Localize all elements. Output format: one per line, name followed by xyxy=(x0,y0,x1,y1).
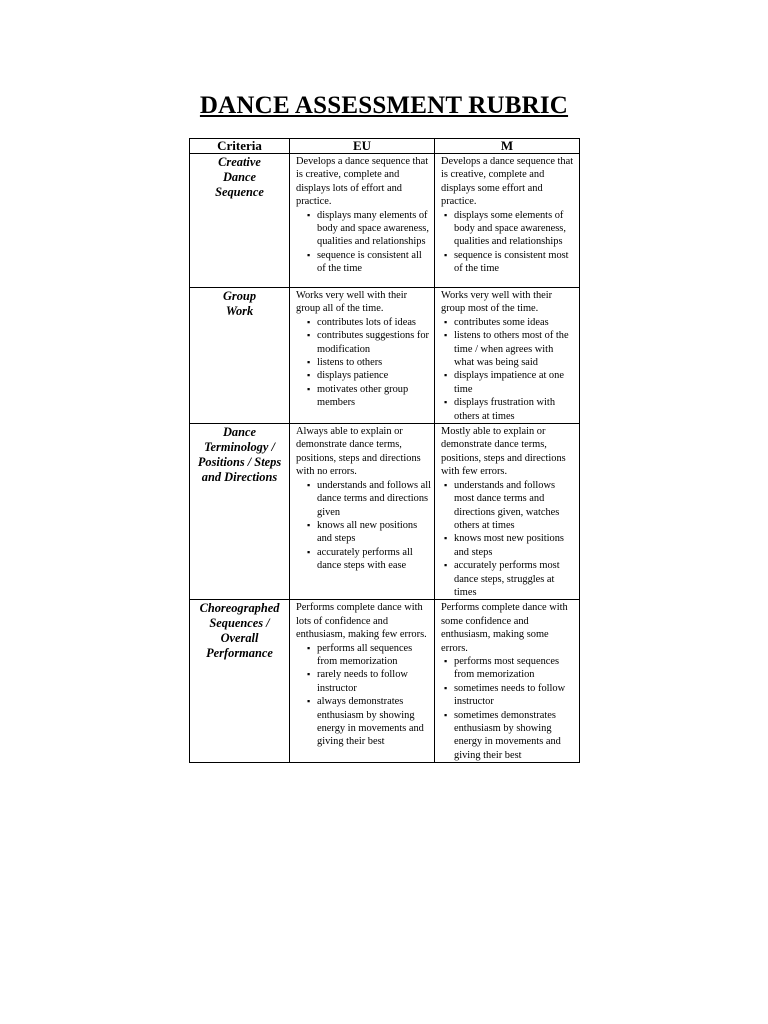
list-item: ▪ displays some elements of body and space awareness, qualities and relationships xyxy=(454,209,576,249)
criteria-cell: Creative Dance Sequence xyxy=(190,154,290,288)
descriptor-list xyxy=(296,479,431,573)
eu-cell xyxy=(290,154,435,288)
list-item: ▪ motivates other group members xyxy=(317,383,431,410)
descriptor-text: Works very well with their group most of the time. xyxy=(441,290,553,315)
list-item: ▪ listens to others most of the time / when agrees with what was being said xyxy=(454,329,576,369)
list-item: ▪ understands and follows all dance terms and directions given xyxy=(317,479,431,519)
m-cell xyxy=(435,600,580,763)
list-item: ▪ performs most sequences from memorization xyxy=(454,655,576,682)
criteria-cell: Choreographed Sequences / Overall Performance xyxy=(190,600,290,763)
criteria-cell: Dance Terminology / Positions / Steps and Directions xyxy=(190,424,290,600)
list-item: ▪ listens to others xyxy=(317,356,431,369)
page-title: DANCE ASSESSMENT RUBRIC xyxy=(199,92,569,119)
list-item: ▪ displays frustration with others at times xyxy=(454,396,576,423)
m-cell xyxy=(435,288,580,424)
list-item: ▪ contributes lots of ideas xyxy=(317,316,431,329)
list-item: ▪ rarely needs to follow instructor xyxy=(317,668,431,695)
list-item: ▪ displays patience xyxy=(317,369,431,382)
table-row xyxy=(190,288,580,424)
descriptor-text: Performs complete dance with lots of confidence and enthusiasm, making few errors. xyxy=(296,602,427,641)
list-item: ▪ always demonstrates enthusiasm by showing energy in movements and giving their best xyxy=(317,695,431,749)
table-row xyxy=(190,600,580,763)
list-item: ▪ understands and follows most dance terms and directions given, watches others at times xyxy=(454,479,576,533)
descriptor-list xyxy=(296,316,431,410)
rubric-table xyxy=(189,138,580,763)
list-item: ▪ sequence is consistent most of the time xyxy=(454,249,576,276)
descriptor-text: Mostly able to explain or demonstrate dance terms, positions, steps and directions with few errors. xyxy=(441,426,566,478)
m-cell xyxy=(435,154,580,288)
header-row xyxy=(190,139,580,154)
list-item: ▪ sometimes needs to follow instructor xyxy=(454,682,576,709)
descriptor-list xyxy=(441,479,576,600)
table-row xyxy=(190,154,580,288)
eu-cell xyxy=(290,288,435,424)
descriptor-list xyxy=(296,209,431,276)
eu-cell xyxy=(290,424,435,600)
descriptor-text: Develops a dance sequence that is creative, complete and displays lots of effort and practice. xyxy=(296,156,429,208)
list-item: ▪ accurately performs all dance steps with ease xyxy=(317,546,431,573)
descriptor-list xyxy=(441,209,576,276)
header-criteria: Criteria xyxy=(190,139,290,154)
criteria-cell: Group Work xyxy=(190,288,290,424)
list-item: ▪ sometimes demonstrates enthusiasm by showing energy in movements and giving their best xyxy=(454,709,576,763)
descriptor-list xyxy=(441,316,576,423)
header-eu: EU xyxy=(290,139,435,154)
descriptor-text: Always able to explain or demonstrate dance terms, positions, steps and directions with no errors. xyxy=(296,426,421,478)
descriptor-text: Works very well with their group all of the time. xyxy=(296,290,408,315)
descriptor-list xyxy=(296,642,431,749)
list-item: ▪ contributes some ideas xyxy=(454,316,576,329)
m-cell xyxy=(435,424,580,600)
descriptor-list xyxy=(441,655,576,762)
eu-cell xyxy=(290,600,435,763)
descriptor-text: Develops a dance sequence that is creative, complete and displays some effort and practice. xyxy=(441,156,574,208)
table-row xyxy=(190,424,580,600)
list-item: ▪ displays many elements of body and space awareness, qualities and relationships xyxy=(317,209,431,249)
list-item: ▪ accurately performs most dance steps, struggles at times xyxy=(454,559,576,599)
list-item: ▪ sequence is consistent all of the time xyxy=(317,249,431,276)
list-item: ▪ displays impatience at one time xyxy=(454,369,576,396)
descriptor-text: Performs complete dance with some confidence and enthusiasm, making some errors. xyxy=(441,602,568,654)
list-item: ▪ knows all new positions and steps xyxy=(317,519,431,546)
list-item: ▪ performs all sequences from memorization xyxy=(317,642,431,669)
header-m: M xyxy=(435,139,580,154)
list-item: ▪ knows most new positions and steps xyxy=(454,532,576,559)
list-item: ▪ contributes suggestions for modification xyxy=(317,329,431,356)
